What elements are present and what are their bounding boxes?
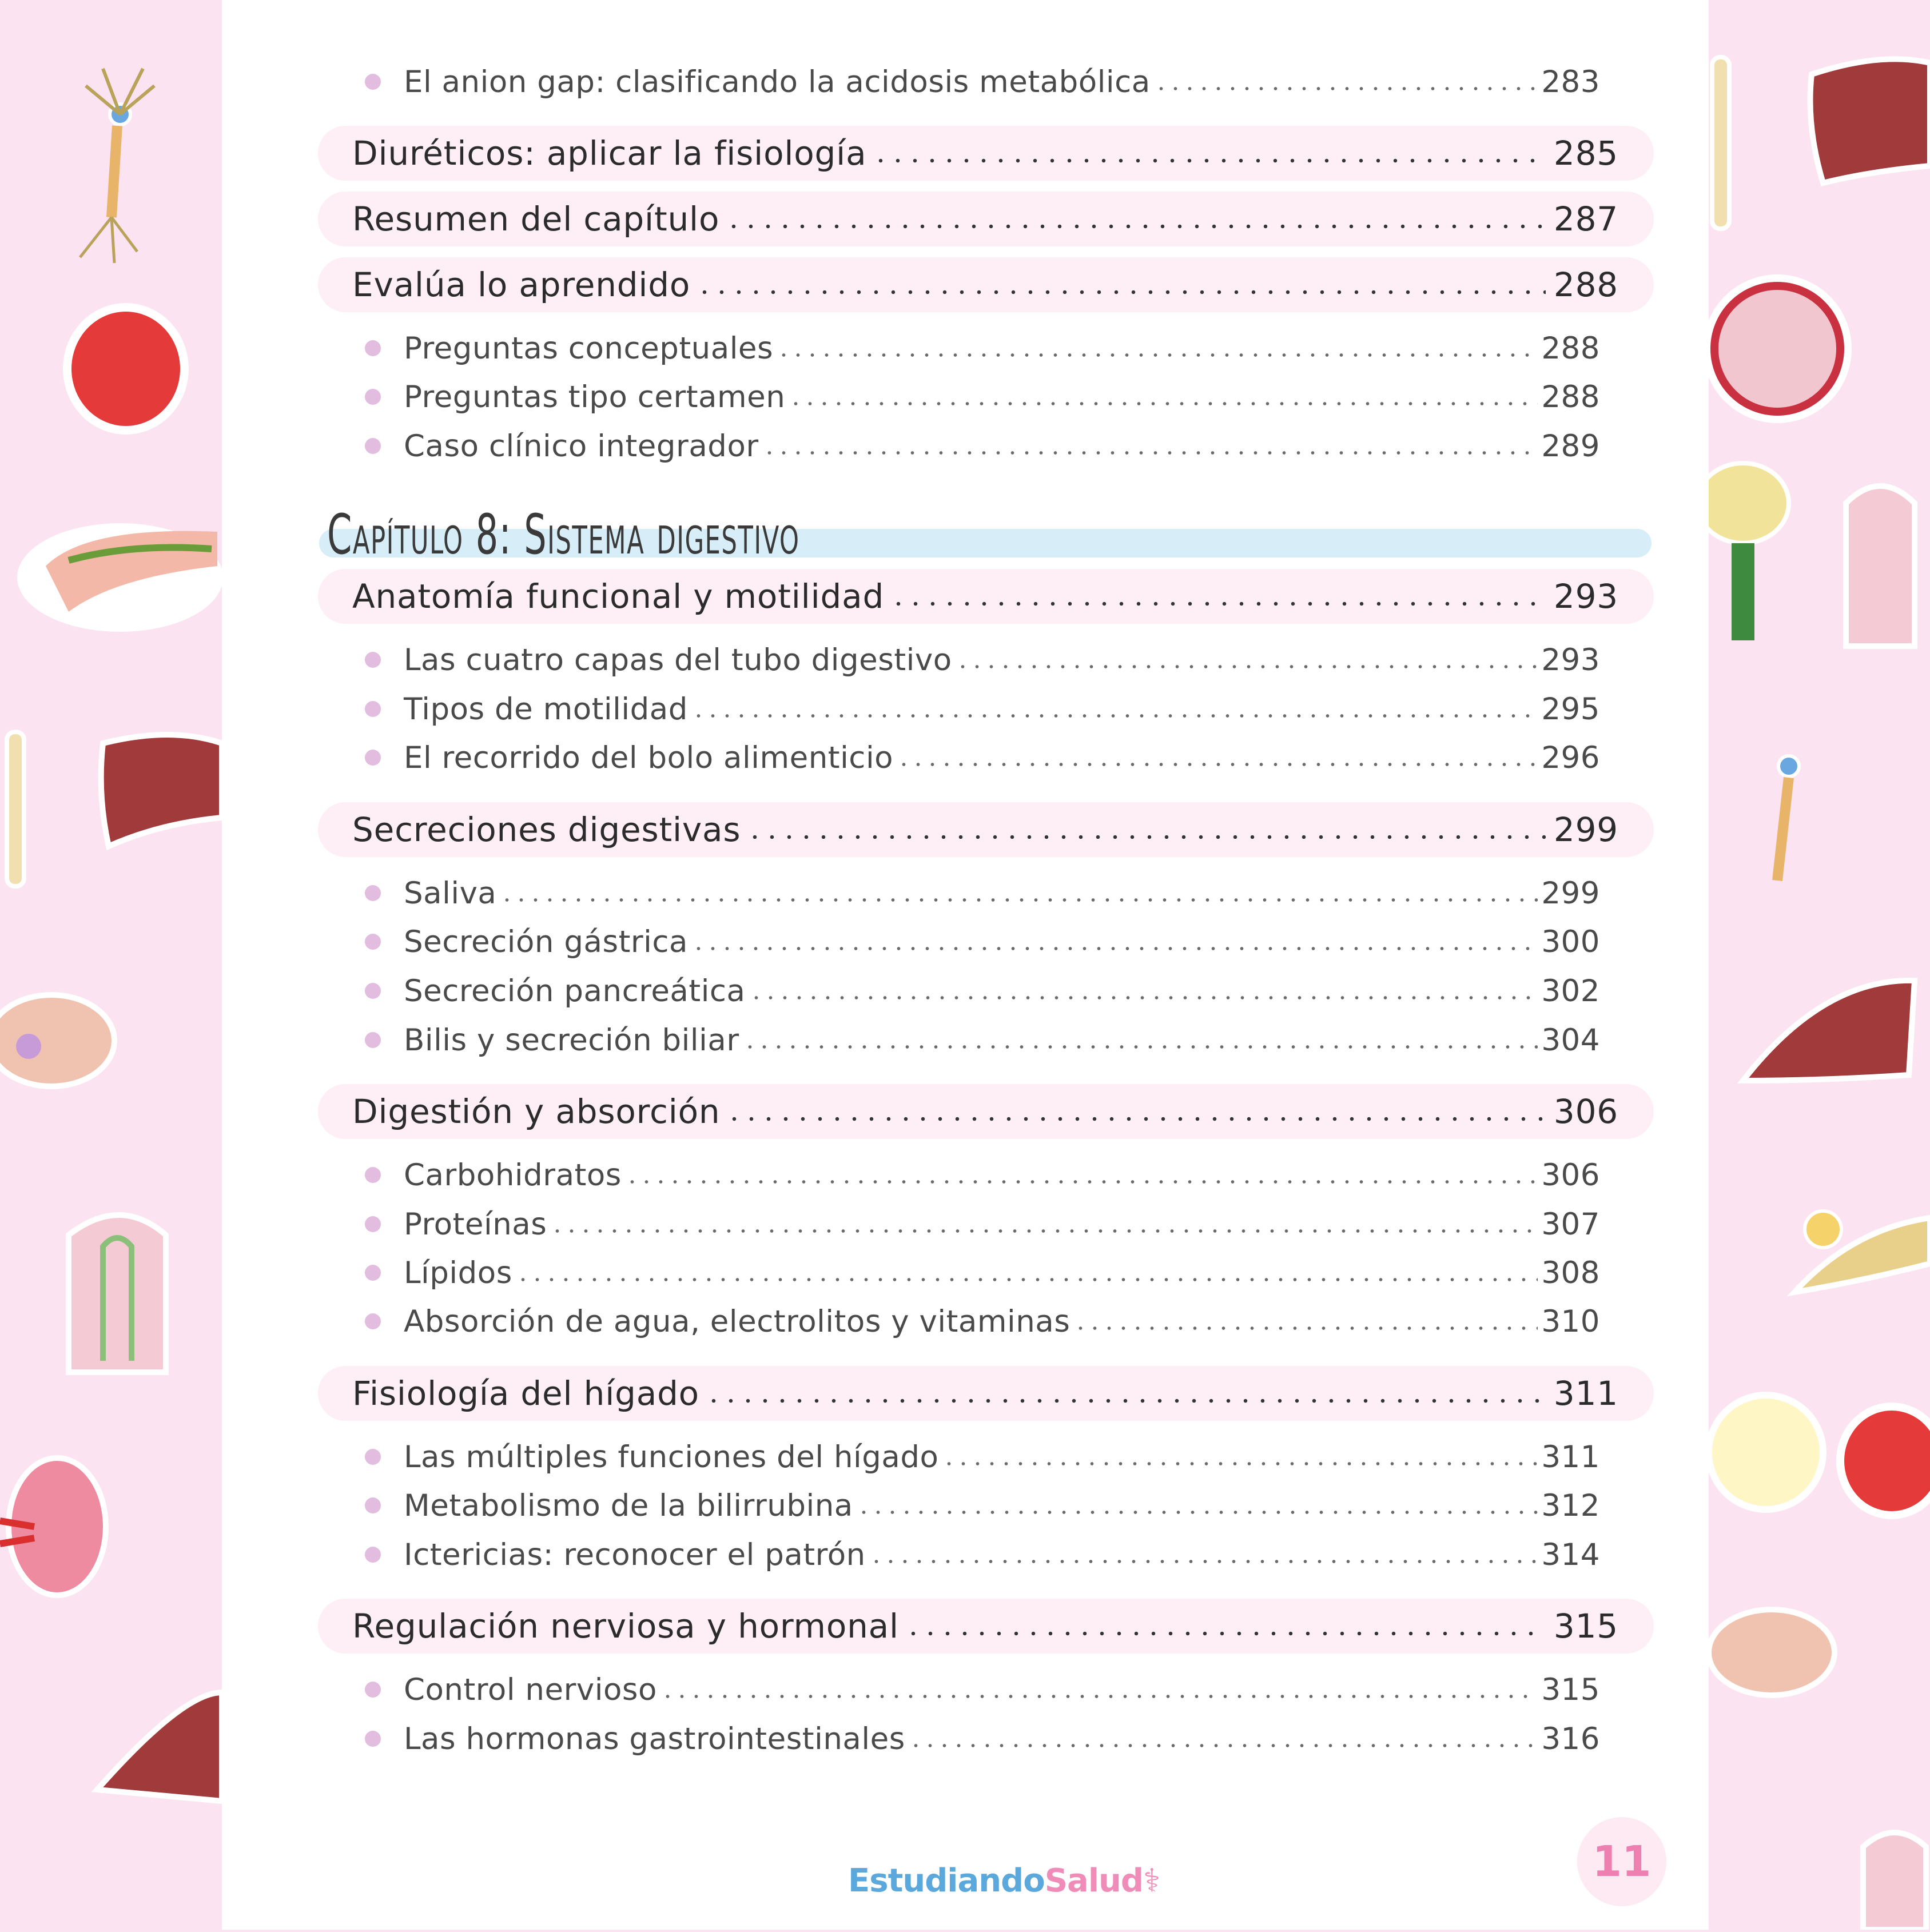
entry-label: Las hormonas gastrointestinales xyxy=(404,1722,905,1756)
liver-icon xyxy=(1810,59,1930,183)
dot-leader xyxy=(660,1694,1538,1699)
entry-page: 311 xyxy=(1541,1440,1600,1475)
pancreas-icon xyxy=(1794,1211,1930,1292)
neuron-icon xyxy=(1777,756,1799,881)
entry-label: Lípidos xyxy=(404,1256,512,1290)
toc-section[interactable] xyxy=(318,569,1654,624)
neuron-icon xyxy=(80,69,154,263)
section-page: 288 xyxy=(1554,265,1618,304)
liver-icon xyxy=(101,735,222,846)
section-label: Secreciones digestivas xyxy=(352,810,741,849)
dot-leader xyxy=(857,1509,1538,1515)
section-page: 285 xyxy=(1554,134,1618,173)
intestinal-villus-icon-bottom xyxy=(1863,1833,1926,1930)
dot-leader xyxy=(956,664,1538,670)
chapter-title: Capítulo 8: Sistema digestivo xyxy=(327,500,799,569)
toc-subentry[interactable] xyxy=(365,57,1600,106)
entry-page: 306 xyxy=(1541,1158,1600,1193)
liver-icon-mid xyxy=(1743,981,1915,1081)
toc-subentry[interactable] xyxy=(365,1714,1600,1763)
entry-label: Secreción pancreática xyxy=(404,974,746,1009)
brainstem-icon xyxy=(1709,463,1789,640)
dot-leader xyxy=(869,1559,1538,1564)
bullet-icon xyxy=(365,1313,381,1329)
section-page: 287 xyxy=(1554,200,1618,238)
section-page: 311 xyxy=(1554,1374,1618,1413)
bullet-icon xyxy=(365,1449,381,1465)
dot-leader xyxy=(691,713,1538,719)
dot-leader xyxy=(516,1277,1538,1282)
toc-subentry[interactable] xyxy=(365,1481,1600,1530)
entry-page: 308 xyxy=(1541,1256,1600,1290)
entry-page: 293 xyxy=(1541,643,1600,678)
bullet-icon xyxy=(365,983,381,999)
dot-leader xyxy=(942,1461,1538,1467)
entry-page: 314 xyxy=(1541,1537,1600,1572)
entry-page: 289 xyxy=(1541,429,1600,464)
bullet-icon xyxy=(365,1497,381,1513)
entry-label: Proteínas xyxy=(404,1207,547,1242)
entry-page: 300 xyxy=(1541,925,1600,959)
section-label: Diuréticos: aplicar la fisiología xyxy=(352,134,866,173)
toc-subentry[interactable] xyxy=(365,684,1600,734)
entry-label: Bilis y secreción biliar xyxy=(404,1023,739,1058)
intestinal-villus-icon xyxy=(1846,486,1915,646)
toc-subentry[interactable] xyxy=(365,733,1600,782)
bullet-icon xyxy=(365,389,381,405)
toc-subentry[interactable] xyxy=(365,635,1600,684)
toc-section[interactable] xyxy=(318,192,1654,246)
toc-subentry[interactable] xyxy=(365,1530,1600,1579)
toc-subentry[interactable] xyxy=(365,1432,1600,1481)
bullet-icon xyxy=(365,934,381,950)
entry-page: 288 xyxy=(1541,380,1600,415)
entry-page: 307 xyxy=(1541,1207,1600,1242)
section-page: 299 xyxy=(1554,810,1618,849)
bullet-icon xyxy=(365,750,381,766)
toc-page xyxy=(222,0,1709,1930)
entry-page: 295 xyxy=(1541,692,1600,727)
ovary-icon xyxy=(1709,1610,1835,1695)
dot-leader xyxy=(500,897,1538,903)
stethoscope-icon: ⚕ xyxy=(1143,1862,1160,1899)
logo-part-2: Salud xyxy=(1045,1862,1143,1899)
entry-label: Preguntas conceptuales xyxy=(404,331,773,366)
dot-leader xyxy=(909,1743,1538,1748)
section-page: 315 xyxy=(1554,1607,1618,1646)
bullet-icon xyxy=(365,74,381,90)
entry-label: Preguntas tipo certamen xyxy=(404,380,785,415)
entry-page: 304 xyxy=(1541,1023,1600,1058)
bullet-icon xyxy=(365,1265,381,1281)
section-label: Digestión y absorción xyxy=(352,1092,720,1131)
entry-page: 310 xyxy=(1541,1304,1600,1339)
dot-leader xyxy=(749,995,1538,1001)
toc-subentry[interactable] xyxy=(365,1200,1600,1249)
entry-page: 302 xyxy=(1541,974,1600,1009)
entry-page: 312 xyxy=(1541,1488,1600,1523)
dot-leader xyxy=(1073,1325,1538,1331)
bullet-icon xyxy=(365,652,381,668)
toc-subentry[interactable] xyxy=(365,1665,1600,1714)
entry-label: Las múltiples funciones del hígado xyxy=(404,1440,938,1475)
entry-page: 299 xyxy=(1541,876,1600,911)
bullet-icon xyxy=(365,1032,381,1048)
dot-leader xyxy=(789,401,1538,407)
toc-subentry[interactable] xyxy=(365,1150,1600,1200)
toc-section[interactable] xyxy=(318,1366,1654,1421)
bone-icon xyxy=(7,732,24,886)
section-label: Regulación nerviosa y hormonal xyxy=(352,1607,899,1646)
red-blood-cell-icon xyxy=(1840,1407,1930,1515)
section-label: Fisiología del hígado xyxy=(352,1374,699,1413)
page-number-badge xyxy=(1577,1817,1666,1906)
entry-label: El anion gap: clasificando la acidosis metabólica xyxy=(404,65,1151,99)
toc-subentry[interactable] xyxy=(365,421,1600,471)
sticker-background-right xyxy=(1709,0,1930,1930)
toc-subentry[interactable] xyxy=(365,917,1600,966)
pancreas-icon xyxy=(17,523,222,632)
bullet-icon xyxy=(365,1167,381,1183)
toc-subentry[interactable] xyxy=(365,1248,1600,1297)
entry-label: Ictericias: reconocer el patrón xyxy=(404,1537,866,1572)
dot-leader xyxy=(872,158,1545,164)
bullet-icon xyxy=(365,701,381,717)
bullet-icon xyxy=(365,1547,381,1563)
dot-leader xyxy=(725,224,1546,229)
page-number: 11 xyxy=(1593,1837,1652,1886)
entry-label: Las cuatro capas del tubo digestivo xyxy=(404,643,952,678)
toc-subentry[interactable] xyxy=(365,966,1600,1015)
bullet-icon xyxy=(365,1682,381,1698)
dot-leader xyxy=(550,1228,1538,1234)
entry-page: 315 xyxy=(1541,1672,1600,1707)
entry-label: Absorción de agua, electrolitos y vitaminas xyxy=(404,1304,1070,1339)
dot-leader xyxy=(746,834,1545,840)
bullet-icon xyxy=(365,1216,381,1232)
bullet-icon xyxy=(365,1731,381,1747)
bone-icon xyxy=(1712,57,1729,229)
dot-leader xyxy=(743,1044,1538,1050)
entry-label: Caso clínico integrador xyxy=(404,429,759,464)
toc-subentry[interactable] xyxy=(365,869,1600,918)
section-page: 306 xyxy=(1554,1092,1618,1131)
white-blood-cell-icon xyxy=(1709,1395,1823,1509)
bullet-icon xyxy=(365,340,381,356)
toc-section[interactable] xyxy=(318,802,1654,857)
entry-label: Saliva xyxy=(404,876,496,911)
dot-leader xyxy=(762,450,1538,456)
alveolus-icon xyxy=(1709,274,1852,423)
liver-icon-bottom xyxy=(97,1692,222,1801)
sticker-background xyxy=(0,0,222,1930)
dot-leader xyxy=(696,289,1546,295)
left-sticker-panel xyxy=(0,0,222,1930)
toc-section[interactable] xyxy=(318,1084,1654,1139)
dot-leader xyxy=(897,762,1538,767)
entry-label: Control nervioso xyxy=(404,1672,657,1707)
toc-subentry[interactable] xyxy=(365,1297,1600,1346)
toc-section[interactable] xyxy=(318,126,1654,181)
dot-leader xyxy=(705,1398,1546,1404)
entry-page: 296 xyxy=(1541,740,1600,775)
entry-page: 283 xyxy=(1541,65,1600,99)
entry-label: Metabolismo de la bilirrubina xyxy=(404,1488,853,1523)
entry-label: Tipos de motilidad xyxy=(404,692,688,727)
toc-section[interactable] xyxy=(318,257,1654,312)
intestinal-villus-icon xyxy=(69,1215,166,1372)
bullet-icon xyxy=(365,438,381,454)
brand-logo xyxy=(848,1858,1160,1904)
toc-subentry[interactable] xyxy=(365,372,1600,421)
kidney-icon xyxy=(0,1458,106,1595)
dot-leader xyxy=(691,946,1538,951)
entry-label: Carbohidratos xyxy=(404,1158,622,1193)
right-sticker-panel xyxy=(1709,0,1930,1930)
section-label: Resumen del capítulo xyxy=(352,200,719,238)
entry-label: Secreción gástrica xyxy=(404,925,688,959)
toc-subentry[interactable] xyxy=(365,1015,1600,1065)
section-label: Anatomía funcional y motilidad xyxy=(352,577,884,616)
dot-leader xyxy=(890,601,1546,607)
red-blood-cell-icon xyxy=(63,303,189,435)
section-label: Evalúa lo aprendido xyxy=(352,265,690,304)
entry-label: El recorrido del bolo alimenticio xyxy=(404,740,893,775)
dot-leader xyxy=(1154,86,1538,91)
dot-leader xyxy=(726,1116,1545,1122)
toc-section[interactable] xyxy=(318,1599,1654,1654)
bullet-icon xyxy=(365,885,381,901)
entry-page: 316 xyxy=(1541,1722,1600,1756)
entry-page: 288 xyxy=(1541,331,1600,366)
dot-leader xyxy=(625,1179,1538,1185)
dot-leader xyxy=(777,352,1538,358)
dot-leader xyxy=(905,1631,1546,1636)
chapter-heading xyxy=(319,500,1657,569)
toc-subentry[interactable] xyxy=(365,324,1600,373)
section-page: 293 xyxy=(1554,577,1618,616)
logo-part-1: Estudiando xyxy=(848,1862,1045,1899)
ovary-icon xyxy=(0,995,114,1086)
